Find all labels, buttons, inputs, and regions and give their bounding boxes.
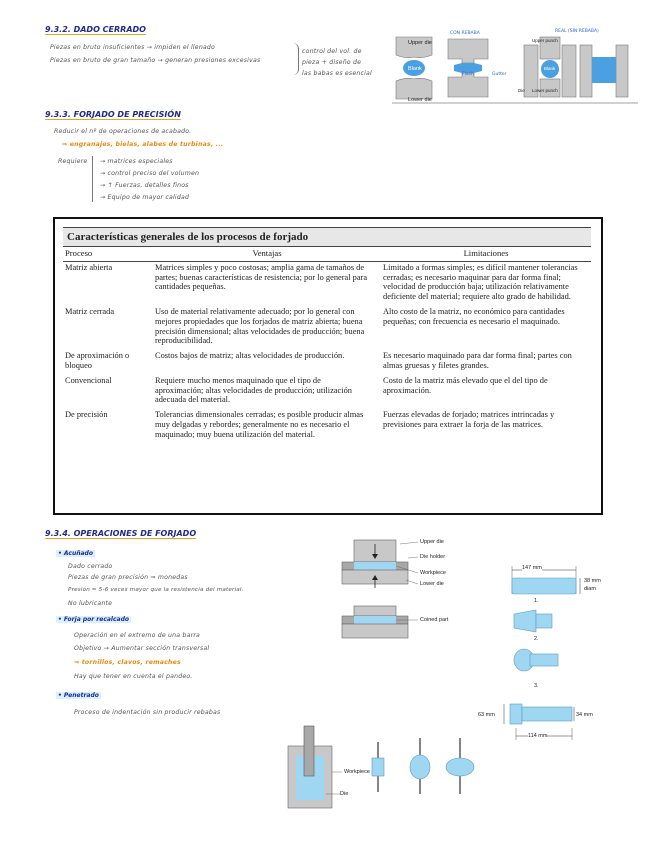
cell-limitaciones: Limitado a formas simples; es difícil mantener tolerancias cerradas; es necesario maquinar para dar forma final; velocidad de producción baja; utilización relativamente deficiente del material; requiere alto grado de habilidad. bbox=[383, 262, 578, 302]
table-row bbox=[63, 350, 591, 375]
bar-step2 bbox=[514, 610, 536, 632]
label-flash: Flash bbox=[462, 72, 474, 77]
text-line: Piezas de gran precisión ⇒ monedas bbox=[68, 574, 188, 581]
label-blank-2: Blank bbox=[544, 66, 556, 71]
text-line-highlight: ⇒ engranajes, bielas, alabes de turbinas, ... bbox=[62, 141, 224, 148]
heading-933: 9.3.3. FORJADO DE PRECISIÓN bbox=[45, 110, 181, 119]
label-38mm: 38 mm bbox=[584, 578, 601, 584]
text-line: Proceso de indentación sin producir rebabas bbox=[74, 709, 221, 716]
col-header-limitaciones: Limitaciones bbox=[381, 247, 591, 262]
label-63mm: 63 mm bbox=[478, 712, 495, 718]
bullet-acunado: • Acuñado bbox=[58, 550, 93, 557]
col-header-ventajas: Ventajas bbox=[153, 247, 381, 262]
note-line: control del vol. de bbox=[302, 48, 362, 55]
col-header-proceso: Proceso bbox=[63, 247, 153, 262]
closed-die-diagram bbox=[392, 27, 638, 107]
label-die-piercing: Die bbox=[340, 791, 349, 797]
bullet-penetrado: • Penetrado bbox=[58, 692, 99, 699]
lower-die-shape bbox=[396, 78, 432, 99]
heading-934: 9.3.4. OPERACIONES DE FORJADO bbox=[45, 529, 197, 538]
cell-proceso: Matriz cerrada bbox=[65, 306, 115, 316]
table-title: Características generales de los procesos de forjado bbox=[63, 227, 591, 246]
cell-limitaciones: Es necesario maquinado para dar forma final; partes con almas gruesas y filetes grandes. bbox=[383, 351, 572, 370]
cell-ventajas: Requiere mucho menos maquinado que el tipo de aproximación; altas velocidades de producción; utilización adecuada del material. bbox=[155, 375, 352, 405]
label-gutter: Gutter bbox=[492, 72, 507, 77]
text-line: No lubricante bbox=[68, 600, 113, 607]
label-step1: 1. bbox=[534, 598, 539, 604]
brace bbox=[292, 43, 299, 75]
label-real: REAL (SIN REBABA) bbox=[555, 29, 599, 34]
heading-932: 9.3.2. DADO CERRADO bbox=[45, 25, 146, 34]
text-line-highlight: ⇒ tornillos, clavos, remaches bbox=[74, 659, 181, 666]
piercing-diagram bbox=[282, 722, 482, 812]
requires-label: Requiere bbox=[58, 158, 88, 165]
text-line: Objetivo → Aumentar sección transversal bbox=[74, 645, 210, 652]
requires-item: → matrices especiales bbox=[100, 158, 173, 165]
cell-limitaciones: Fuerzas elevadas de forjado; matrices intrincadas y previsiones para extraer la forja de las matrices. bbox=[383, 410, 555, 429]
upsetting-diagram bbox=[470, 564, 620, 748]
requires-item: → ↑ Fuerzas, detalles finos bbox=[100, 182, 189, 189]
text-line: Piezas en bruto de gran tamaño → generan presiones excesivas bbox=[50, 57, 261, 64]
cell-ventajas: Costos bajos de matriz; altas velocidades de producción. bbox=[155, 351, 345, 361]
bar-final bbox=[510, 704, 522, 724]
label-step2: 2. bbox=[534, 636, 539, 642]
cell-proceso: De precisión bbox=[65, 410, 108, 420]
label-coined-part: Coined part bbox=[420, 617, 449, 623]
note-line: pieza + diseño de bbox=[302, 59, 362, 66]
upper-die-flash bbox=[448, 39, 488, 63]
label-die-holder: Die holder bbox=[420, 554, 446, 560]
text-line: Hay que tener en cuenta el pandeo. bbox=[74, 673, 193, 680]
table-row bbox=[63, 375, 591, 409]
label-die: Die bbox=[518, 88, 525, 93]
cell-ventajas: Matrices simples y poco costosas; amplia gama de tamaños de partes; buenas características de resistencia; por lo general para cantidades pequeñas. bbox=[155, 262, 368, 292]
table-row bbox=[63, 409, 591, 443]
cell-ventajas: Tolerancias dimensionales cerradas; es posible producir almas muy delgadas y rebordes; generalmente no es necesario el maquinado; muy buena utilización del material. bbox=[155, 410, 364, 439]
die-right bbox=[562, 45, 576, 97]
label-workpiece-piercing: Workpiece bbox=[344, 769, 370, 775]
label-con-rebaba: CON REBABA bbox=[450, 31, 480, 36]
text-line: Presión ≈ 5-6 veces mayor que la resistencia del material. bbox=[68, 587, 244, 593]
label-upper-die: Upper die bbox=[408, 40, 432, 46]
cell-proceso: Matriz abierta bbox=[65, 262, 113, 272]
label-blank: Blank bbox=[408, 66, 422, 72]
cell-limitaciones: Alto costo de la matriz, no económico para cantidades pequeñas; con frecuencia es necesario el maquinado. bbox=[383, 306, 565, 326]
label-114mm: 114 mm bbox=[528, 733, 548, 739]
label-upper-die: Upper die bbox=[420, 539, 444, 545]
cell-proceso: De aproximación o bloqueo bbox=[65, 351, 130, 370]
label-147mm: 147 mm bbox=[522, 565, 542, 571]
label-step3: 3. bbox=[534, 683, 539, 689]
note-line: las babas es esencial bbox=[302, 70, 372, 77]
label-diam: diam bbox=[584, 586, 596, 592]
cell-proceso: Convencional bbox=[65, 375, 112, 385]
text-line: Operación en el extremo de una barra bbox=[74, 632, 201, 639]
requires-item: → control preciso del volumen bbox=[100, 170, 200, 177]
label-lower-die: Lower die bbox=[420, 581, 444, 587]
bar-step1 bbox=[512, 578, 576, 594]
label-lower-die: Lower die bbox=[408, 97, 432, 103]
text-line: Piezas en bruto insuficientes → impiden el llenado bbox=[50, 44, 216, 51]
label-lower-punch: Lower punch bbox=[532, 88, 558, 93]
forging-table-frame bbox=[53, 217, 603, 515]
label-upper-punch: Upper punch bbox=[532, 38, 558, 43]
cell-limitaciones: Costo de la matriz más elevado que el del tipo de aproximación. bbox=[383, 375, 548, 395]
text-line: Dado cerrado bbox=[68, 563, 113, 570]
coining-diagram bbox=[340, 536, 420, 646]
forging-table bbox=[63, 227, 591, 444]
requires-item: → Equipo de mayor calidad bbox=[100, 194, 190, 201]
brace bbox=[92, 156, 97, 202]
table-row bbox=[63, 306, 591, 350]
cell-ventajas: Uso de material relativamente adecuado; por lo general con mejores propiedades que los forjados de matriz abierta; buena precisión dimensional; altas velocidades de producción; buena reproducibilidad. bbox=[155, 306, 365, 346]
text-line: Reducir el nº de operaciones de acabado. bbox=[54, 128, 192, 135]
label-34mm: 34 mm bbox=[576, 712, 593, 718]
table-row bbox=[63, 261, 591, 306]
label-workpiece: Workpiece bbox=[420, 570, 446, 576]
bullet-recalcado: • Forja por recalcado bbox=[58, 616, 130, 623]
